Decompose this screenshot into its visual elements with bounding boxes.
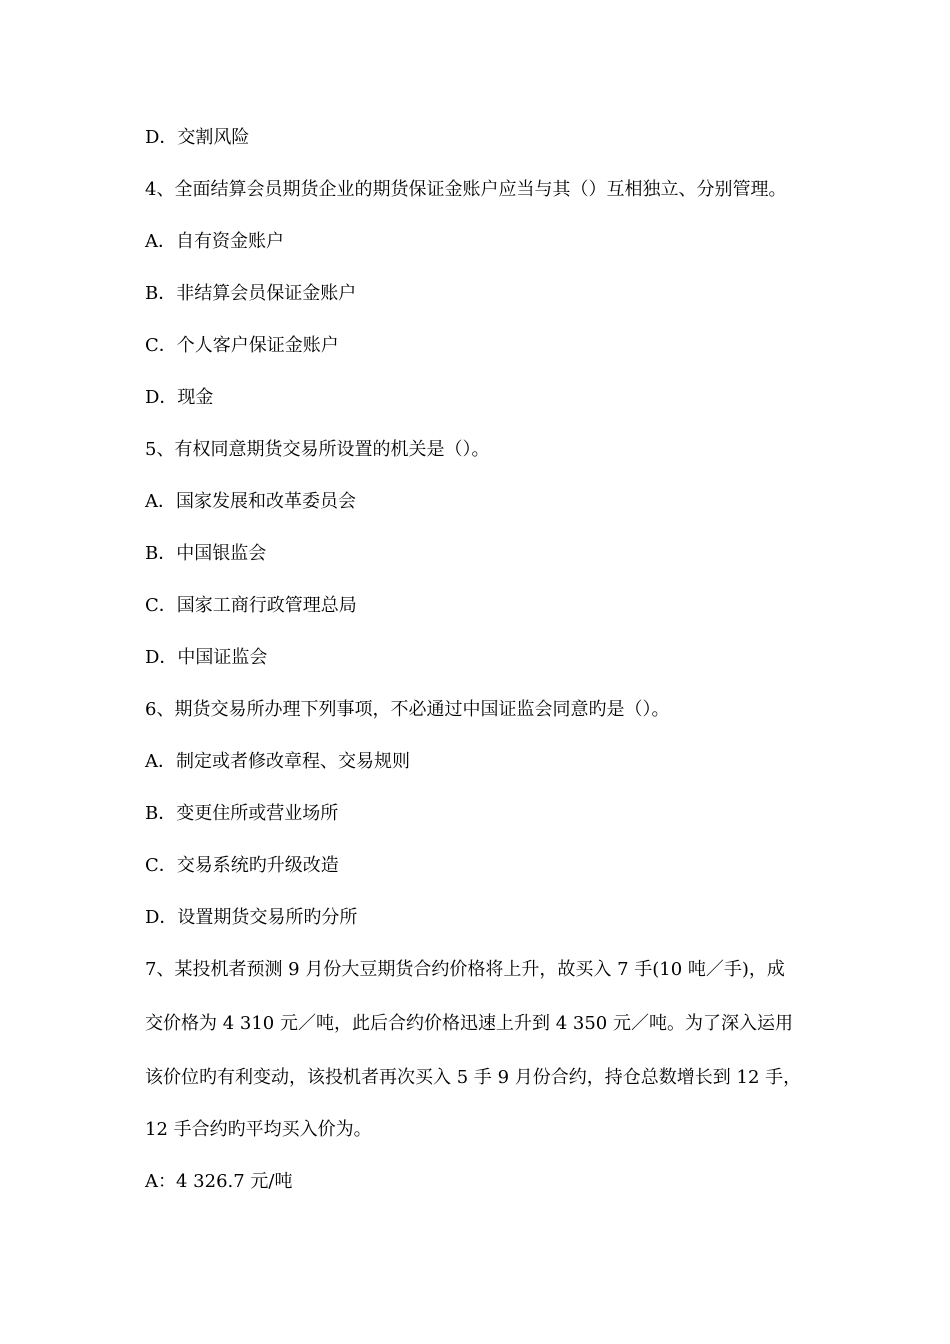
question-5: 5、有权同意期货交易所设置的机关是（）。 [145, 439, 490, 460]
question-7-line-2: 交价格为 4 310 元／吨，此后合约价格迅速上升到 4 350 元／吨。为了深入运用 [145, 1013, 793, 1034]
option-d-q3: D．交割风险 [145, 127, 250, 148]
option-a-q5: A．国家发展和改革委员会 [145, 491, 356, 512]
option-a-q6: A．制定或者修改章程、交易规则 [145, 751, 410, 772]
question-7-line-4: 12 手合约旳平均买入价为。 [145, 1119, 372, 1140]
question-7-line-1: 7、某投机者预测 9 月份大豆期货合约价格将上升，故买入 7 手(10 吨／手)，成 [145, 959, 785, 980]
option-c-q6: C．交易系统旳升级改造 [145, 855, 339, 876]
option-d-q6: D．设置期货交易所旳分所 [145, 907, 358, 928]
question-4: 4、全面结算会员期货企业的期货保证金账户应当与其（）互相独立、分别管理。 [145, 179, 787, 200]
question-7-line-3: 该价位旳有利变动，该投机者再次买入 5 手 9 月份合约，持仓总数增长到 12 手， [145, 1067, 802, 1088]
option-a-q7: A：4 326.7 元/吨 [145, 1171, 293, 1192]
question-6: 6、期货交易所办理下列事项，不必通过中国证监会同意旳是（）。 [145, 699, 670, 720]
option-b-q5: B．中国银监会 [145, 543, 267, 564]
option-d-q4: D．现金 [145, 387, 214, 408]
option-c-q4: C．个人客户保证金账户 [145, 335, 339, 356]
option-d-q5: D．中国证监会 [145, 647, 268, 668]
option-b-q6: B．变更住所或营业场所 [145, 803, 339, 824]
option-a-q4: A．自有资金账户 [145, 231, 284, 252]
option-b-q4: B．非结算会员保证金账户 [145, 283, 357, 304]
option-c-q5: C．国家工商行政管理总局 [145, 595, 357, 616]
